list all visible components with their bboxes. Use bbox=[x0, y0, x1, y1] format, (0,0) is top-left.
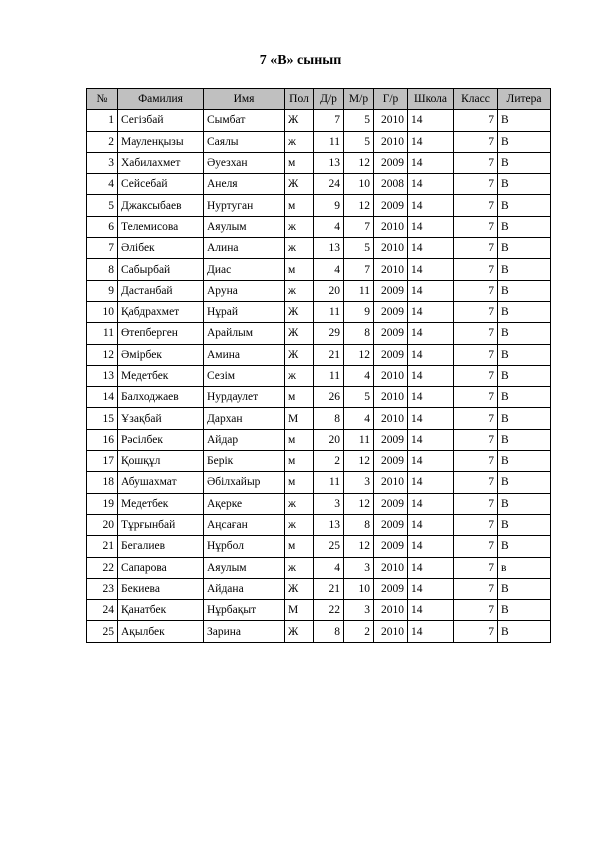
cell-name: Арайлым bbox=[204, 323, 285, 344]
cell-surname: Абушахмат bbox=[118, 472, 204, 493]
cell-birth-day: 13 bbox=[314, 514, 344, 535]
cell-surname: Мауленқызы bbox=[118, 131, 204, 152]
table-row bbox=[87, 621, 551, 642]
cell-gender: ж bbox=[285, 131, 314, 152]
cell-birth-year: 2009 bbox=[374, 451, 408, 472]
cell-letter: В bbox=[498, 344, 551, 365]
cell-school: 14 bbox=[408, 323, 454, 344]
cell-letter: В bbox=[498, 301, 551, 322]
cell-birth-day: 3 bbox=[314, 493, 344, 514]
cell-name: Аяулым bbox=[204, 216, 285, 237]
cell-number: 5 bbox=[87, 195, 118, 216]
cell-birth-year: 2010 bbox=[374, 110, 408, 131]
table-row bbox=[87, 557, 551, 578]
table-row bbox=[87, 429, 551, 450]
col-header-surname: Фамилия bbox=[118, 89, 204, 110]
cell-letter: В bbox=[498, 472, 551, 493]
cell-birth-year: 2010 bbox=[374, 472, 408, 493]
cell-gender: м bbox=[285, 259, 314, 280]
cell-name: Әбілхайыр bbox=[204, 472, 285, 493]
cell-class: 7 bbox=[454, 259, 498, 280]
cell-birth-year: 2010 bbox=[374, 621, 408, 642]
cell-birth-year: 2010 bbox=[374, 557, 408, 578]
cell-name: Дархан bbox=[204, 408, 285, 429]
cell-birth-month: 10 bbox=[344, 578, 374, 599]
cell-letter: В bbox=[498, 195, 551, 216]
cell-school: 14 bbox=[408, 216, 454, 237]
cell-birth-month: 5 bbox=[344, 110, 374, 131]
cell-letter: В bbox=[498, 280, 551, 301]
table-row bbox=[87, 578, 551, 599]
cell-school: 14 bbox=[408, 387, 454, 408]
cell-surname: Ақылбек bbox=[118, 621, 204, 642]
cell-gender: Ж bbox=[285, 110, 314, 131]
cell-birth-day: 20 bbox=[314, 280, 344, 301]
cell-school: 14 bbox=[408, 472, 454, 493]
cell-birth-day: 13 bbox=[314, 238, 344, 259]
cell-birth-month: 7 bbox=[344, 216, 374, 237]
cell-surname: Сабырбай bbox=[118, 259, 204, 280]
cell-letter: В bbox=[498, 578, 551, 599]
col-header-birth-year: Г/р bbox=[374, 89, 408, 110]
cell-number: 10 bbox=[87, 301, 118, 322]
cell-name: Зарина bbox=[204, 621, 285, 642]
cell-gender: м bbox=[285, 195, 314, 216]
cell-birth-year: 2009 bbox=[374, 280, 408, 301]
cell-number: 14 bbox=[87, 387, 118, 408]
cell-letter: В bbox=[498, 621, 551, 642]
cell-letter: в bbox=[498, 557, 551, 578]
cell-class: 7 bbox=[454, 600, 498, 621]
table-row bbox=[87, 536, 551, 557]
cell-class: 7 bbox=[454, 131, 498, 152]
cell-birth-month: 7 bbox=[344, 259, 374, 280]
table-row bbox=[87, 472, 551, 493]
cell-birth-year: 2009 bbox=[374, 429, 408, 450]
cell-surname: Балходжаев bbox=[118, 387, 204, 408]
cell-class: 7 bbox=[454, 152, 498, 173]
table-row bbox=[87, 301, 551, 322]
page-title: 7 «В» сынып bbox=[259, 53, 342, 68]
cell-name: Айдана bbox=[204, 578, 285, 599]
table-row bbox=[87, 365, 551, 386]
cell-class: 7 bbox=[454, 174, 498, 195]
cell-birth-month: 3 bbox=[344, 600, 374, 621]
cell-birth-day: 4 bbox=[314, 216, 344, 237]
cell-name: Айдар bbox=[204, 429, 285, 450]
cell-birth-month: 10 bbox=[344, 174, 374, 195]
cell-class: 7 bbox=[454, 323, 498, 344]
col-header-gender: Пол bbox=[285, 89, 314, 110]
col-header-school: Школа bbox=[408, 89, 454, 110]
cell-surname: Сапарова bbox=[118, 557, 204, 578]
cell-surname: Хабилахмет bbox=[118, 152, 204, 173]
table-row bbox=[87, 280, 551, 301]
cell-birth-month: 12 bbox=[344, 195, 374, 216]
cell-name: Нуртуган bbox=[204, 195, 285, 216]
cell-birth-month: 3 bbox=[344, 472, 374, 493]
cell-birth-day: 20 bbox=[314, 429, 344, 450]
cell-gender: ж bbox=[285, 514, 314, 535]
cell-gender: Ж bbox=[285, 323, 314, 344]
cell-class: 7 bbox=[454, 557, 498, 578]
cell-school: 14 bbox=[408, 493, 454, 514]
cell-name: Аруна bbox=[204, 280, 285, 301]
cell-class: 7 bbox=[454, 110, 498, 131]
cell-name: Алина bbox=[204, 238, 285, 259]
table-row bbox=[87, 110, 551, 131]
cell-surname: Дастанбай bbox=[118, 280, 204, 301]
cell-birth-month: 4 bbox=[344, 365, 374, 386]
cell-birth-day: 8 bbox=[314, 621, 344, 642]
cell-letter: В bbox=[498, 387, 551, 408]
cell-school: 14 bbox=[408, 557, 454, 578]
table-row bbox=[87, 408, 551, 429]
cell-birth-day: 2 bbox=[314, 451, 344, 472]
col-header-letter: Литера bbox=[498, 89, 551, 110]
cell-gender: ж bbox=[285, 365, 314, 386]
cell-birth-month: 11 bbox=[344, 429, 374, 450]
cell-surname: Телемисова bbox=[118, 216, 204, 237]
table-body bbox=[87, 110, 551, 642]
cell-surname: Әлібек bbox=[118, 238, 204, 259]
cell-birth-day: 11 bbox=[314, 472, 344, 493]
cell-birth-month: 11 bbox=[344, 280, 374, 301]
col-header-number: № bbox=[87, 89, 118, 110]
table-header bbox=[87, 89, 551, 110]
cell-letter: В bbox=[498, 408, 551, 429]
cell-letter: В bbox=[498, 110, 551, 131]
cell-class: 7 bbox=[454, 429, 498, 450]
cell-gender: м bbox=[285, 152, 314, 173]
table-row bbox=[87, 387, 551, 408]
cell-birth-year: 2009 bbox=[374, 514, 408, 535]
cell-name: Диас bbox=[204, 259, 285, 280]
cell-name: Сезім bbox=[204, 365, 285, 386]
cell-gender: ж bbox=[285, 238, 314, 259]
cell-birth-month: 5 bbox=[344, 238, 374, 259]
cell-birth-year: 2010 bbox=[374, 600, 408, 621]
cell-birth-year: 2009 bbox=[374, 493, 408, 514]
table-row bbox=[87, 344, 551, 365]
cell-birth-month: 8 bbox=[344, 514, 374, 535]
cell-surname: Медетбек bbox=[118, 493, 204, 514]
table-row bbox=[87, 493, 551, 514]
cell-gender: Ж bbox=[285, 344, 314, 365]
table-row bbox=[87, 152, 551, 173]
cell-gender: ж bbox=[285, 493, 314, 514]
cell-letter: В bbox=[498, 429, 551, 450]
cell-school: 14 bbox=[408, 344, 454, 365]
cell-school: 14 bbox=[408, 259, 454, 280]
table-row bbox=[87, 174, 551, 195]
cell-gender: Ж bbox=[285, 578, 314, 599]
cell-number: 2 bbox=[87, 131, 118, 152]
cell-school: 14 bbox=[408, 131, 454, 152]
cell-birth-year: 2009 bbox=[374, 536, 408, 557]
cell-number: 8 bbox=[87, 259, 118, 280]
col-header-name: Имя bbox=[204, 89, 285, 110]
cell-birth-day: 4 bbox=[314, 557, 344, 578]
cell-gender: Ж bbox=[285, 621, 314, 642]
cell-birth-day: 7 bbox=[314, 110, 344, 131]
cell-class: 7 bbox=[454, 216, 498, 237]
cell-class: 7 bbox=[454, 472, 498, 493]
cell-surname: Әмірбек bbox=[118, 344, 204, 365]
cell-surname: Қабдрахмет bbox=[118, 301, 204, 322]
cell-school: 14 bbox=[408, 621, 454, 642]
cell-number: 13 bbox=[87, 365, 118, 386]
cell-birth-day: 25 bbox=[314, 536, 344, 557]
cell-birth-month: 2 bbox=[344, 621, 374, 642]
cell-number: 25 bbox=[87, 621, 118, 642]
cell-gender: м bbox=[285, 472, 314, 493]
cell-letter: В bbox=[498, 174, 551, 195]
cell-school: 14 bbox=[408, 536, 454, 557]
cell-class: 7 bbox=[454, 621, 498, 642]
cell-gender: м bbox=[285, 429, 314, 450]
cell-number: 11 bbox=[87, 323, 118, 344]
cell-name: Нұрбақыт bbox=[204, 600, 285, 621]
cell-school: 14 bbox=[408, 280, 454, 301]
cell-birth-month: 5 bbox=[344, 387, 374, 408]
cell-birth-month: 12 bbox=[344, 152, 374, 173]
cell-class: 7 bbox=[454, 301, 498, 322]
cell-birth-year: 2009 bbox=[374, 323, 408, 344]
cell-school: 14 bbox=[408, 238, 454, 259]
cell-birth-year: 2010 bbox=[374, 408, 408, 429]
cell-surname: Тұрғынбай bbox=[118, 514, 204, 535]
cell-birth-year: 2009 bbox=[374, 578, 408, 599]
cell-letter: В bbox=[498, 493, 551, 514]
cell-birth-day: 21 bbox=[314, 344, 344, 365]
cell-birth-month: 12 bbox=[344, 493, 374, 514]
cell-school: 14 bbox=[408, 578, 454, 599]
cell-name: Ақерке bbox=[204, 493, 285, 514]
cell-letter: В bbox=[498, 451, 551, 472]
cell-class: 7 bbox=[454, 536, 498, 557]
cell-birth-day: 9 bbox=[314, 195, 344, 216]
cell-letter: В bbox=[498, 259, 551, 280]
col-header-birth-day: Д/р bbox=[314, 89, 344, 110]
cell-number: 21 bbox=[87, 536, 118, 557]
cell-number: 6 bbox=[87, 216, 118, 237]
cell-birth-year: 2010 bbox=[374, 387, 408, 408]
cell-letter: В bbox=[498, 536, 551, 557]
cell-number: 18 bbox=[87, 472, 118, 493]
cell-letter: В bbox=[498, 152, 551, 173]
cell-school: 14 bbox=[408, 600, 454, 621]
cell-number: 17 bbox=[87, 451, 118, 472]
cell-school: 14 bbox=[408, 365, 454, 386]
cell-class: 7 bbox=[454, 493, 498, 514]
cell-school: 14 bbox=[408, 451, 454, 472]
cell-gender: М bbox=[285, 600, 314, 621]
cell-surname: Джаксыбаев bbox=[118, 195, 204, 216]
table-row bbox=[87, 216, 551, 237]
cell-birth-day: 22 bbox=[314, 600, 344, 621]
cell-number: 1 bbox=[87, 110, 118, 131]
cell-birth-day: 21 bbox=[314, 578, 344, 599]
cell-birth-month: 5 bbox=[344, 131, 374, 152]
table-row bbox=[87, 131, 551, 152]
cell-number: 9 bbox=[87, 280, 118, 301]
cell-surname: Рәсілбек bbox=[118, 429, 204, 450]
cell-birth-day: 13 bbox=[314, 152, 344, 173]
cell-number: 7 bbox=[87, 238, 118, 259]
cell-gender: ж bbox=[285, 216, 314, 237]
table-row bbox=[87, 600, 551, 621]
cell-birth-month: 9 bbox=[344, 301, 374, 322]
cell-birth-month: 8 bbox=[344, 323, 374, 344]
cell-surname: Сегізбай bbox=[118, 110, 204, 131]
cell-birth-year: 2009 bbox=[374, 152, 408, 173]
cell-class: 7 bbox=[454, 451, 498, 472]
cell-gender: ж bbox=[285, 557, 314, 578]
cell-birth-year: 2010 bbox=[374, 216, 408, 237]
cell-name: Әуезхан bbox=[204, 152, 285, 173]
cell-birth-day: 11 bbox=[314, 301, 344, 322]
cell-birth-year: 2009 bbox=[374, 195, 408, 216]
cell-letter: В bbox=[498, 323, 551, 344]
cell-surname: Сейсебай bbox=[118, 174, 204, 195]
cell-birth-day: 4 bbox=[314, 259, 344, 280]
col-header-birth-month: М/р bbox=[344, 89, 374, 110]
cell-birth-year: 2010 bbox=[374, 259, 408, 280]
cell-surname: Қанатбек bbox=[118, 600, 204, 621]
cell-name: Аяулым bbox=[204, 557, 285, 578]
cell-surname: Бегалиев bbox=[118, 536, 204, 557]
table-row bbox=[87, 323, 551, 344]
cell-birth-year: 2009 bbox=[374, 301, 408, 322]
cell-letter: В bbox=[498, 131, 551, 152]
cell-gender: м bbox=[285, 387, 314, 408]
cell-birth-month: 12 bbox=[344, 536, 374, 557]
cell-number: 4 bbox=[87, 174, 118, 195]
cell-number: 22 bbox=[87, 557, 118, 578]
cell-gender: М bbox=[285, 408, 314, 429]
cell-number: 3 bbox=[87, 152, 118, 173]
cell-birth-year: 2010 bbox=[374, 238, 408, 259]
cell-school: 14 bbox=[408, 514, 454, 535]
cell-surname: Медетбек bbox=[118, 365, 204, 386]
cell-surname: Ұзақбай bbox=[118, 408, 204, 429]
cell-number: 23 bbox=[87, 578, 118, 599]
cell-letter: В bbox=[498, 238, 551, 259]
cell-number: 15 bbox=[87, 408, 118, 429]
cell-surname: Өтепберген bbox=[118, 323, 204, 344]
cell-gender: Ж bbox=[285, 301, 314, 322]
cell-name: Саялы bbox=[204, 131, 285, 152]
table-row bbox=[87, 514, 551, 535]
cell-class: 7 bbox=[454, 195, 498, 216]
table-row bbox=[87, 259, 551, 280]
cell-class: 7 bbox=[454, 514, 498, 535]
cell-birth-year: 2010 bbox=[374, 365, 408, 386]
cell-gender: м bbox=[285, 451, 314, 472]
cell-gender: м bbox=[285, 536, 314, 557]
table-row bbox=[87, 238, 551, 259]
cell-school: 14 bbox=[408, 110, 454, 131]
cell-surname: Бекиева bbox=[118, 578, 204, 599]
cell-letter: В bbox=[498, 216, 551, 237]
cell-birth-day: 29 bbox=[314, 323, 344, 344]
cell-class: 7 bbox=[454, 578, 498, 599]
cell-number: 12 bbox=[87, 344, 118, 365]
cell-letter: В bbox=[498, 514, 551, 535]
cell-birth-day: 8 bbox=[314, 408, 344, 429]
cell-birth-month: 12 bbox=[344, 451, 374, 472]
cell-class: 7 bbox=[454, 238, 498, 259]
cell-birth-year: 2010 bbox=[374, 131, 408, 152]
cell-birth-year: 2009 bbox=[374, 344, 408, 365]
cell-number: 16 bbox=[87, 429, 118, 450]
cell-school: 14 bbox=[408, 195, 454, 216]
cell-school: 14 bbox=[408, 152, 454, 173]
cell-school: 14 bbox=[408, 301, 454, 322]
cell-class: 7 bbox=[454, 365, 498, 386]
header-row bbox=[87, 89, 551, 110]
cell-surname: Қошқұл bbox=[118, 451, 204, 472]
cell-school: 14 bbox=[408, 174, 454, 195]
cell-birth-day: 11 bbox=[314, 131, 344, 152]
cell-letter: В bbox=[498, 365, 551, 386]
cell-birth-day: 26 bbox=[314, 387, 344, 408]
cell-class: 7 bbox=[454, 387, 498, 408]
cell-number: 19 bbox=[87, 493, 118, 514]
cell-name: Нұрай bbox=[204, 301, 285, 322]
cell-class: 7 bbox=[454, 408, 498, 429]
cell-letter: В bbox=[498, 600, 551, 621]
cell-class: 7 bbox=[454, 280, 498, 301]
cell-birth-day: 11 bbox=[314, 365, 344, 386]
cell-class: 7 bbox=[454, 344, 498, 365]
cell-name: Сымбат bbox=[204, 110, 285, 131]
cell-birth-month: 12 bbox=[344, 344, 374, 365]
cell-birth-year: 2008 bbox=[374, 174, 408, 195]
table-row bbox=[87, 451, 551, 472]
cell-name: Амина bbox=[204, 344, 285, 365]
cell-birth-day: 24 bbox=[314, 174, 344, 195]
student-table bbox=[86, 88, 551, 643]
col-header-class: Класс bbox=[454, 89, 498, 110]
cell-name: Анеля bbox=[204, 174, 285, 195]
cell-school: 14 bbox=[408, 408, 454, 429]
cell-name: Аңсаған bbox=[204, 514, 285, 535]
cell-name: Нурдаулет bbox=[204, 387, 285, 408]
cell-name: Берік bbox=[204, 451, 285, 472]
cell-number: 24 bbox=[87, 600, 118, 621]
cell-name: Нұрбол bbox=[204, 536, 285, 557]
cell-birth-month: 4 bbox=[344, 408, 374, 429]
cell-gender: ж bbox=[285, 280, 314, 301]
cell-school: 14 bbox=[408, 429, 454, 450]
cell-number: 20 bbox=[87, 514, 118, 535]
cell-gender: Ж bbox=[285, 174, 314, 195]
cell-birth-month: 3 bbox=[344, 557, 374, 578]
table-row bbox=[87, 195, 551, 216]
